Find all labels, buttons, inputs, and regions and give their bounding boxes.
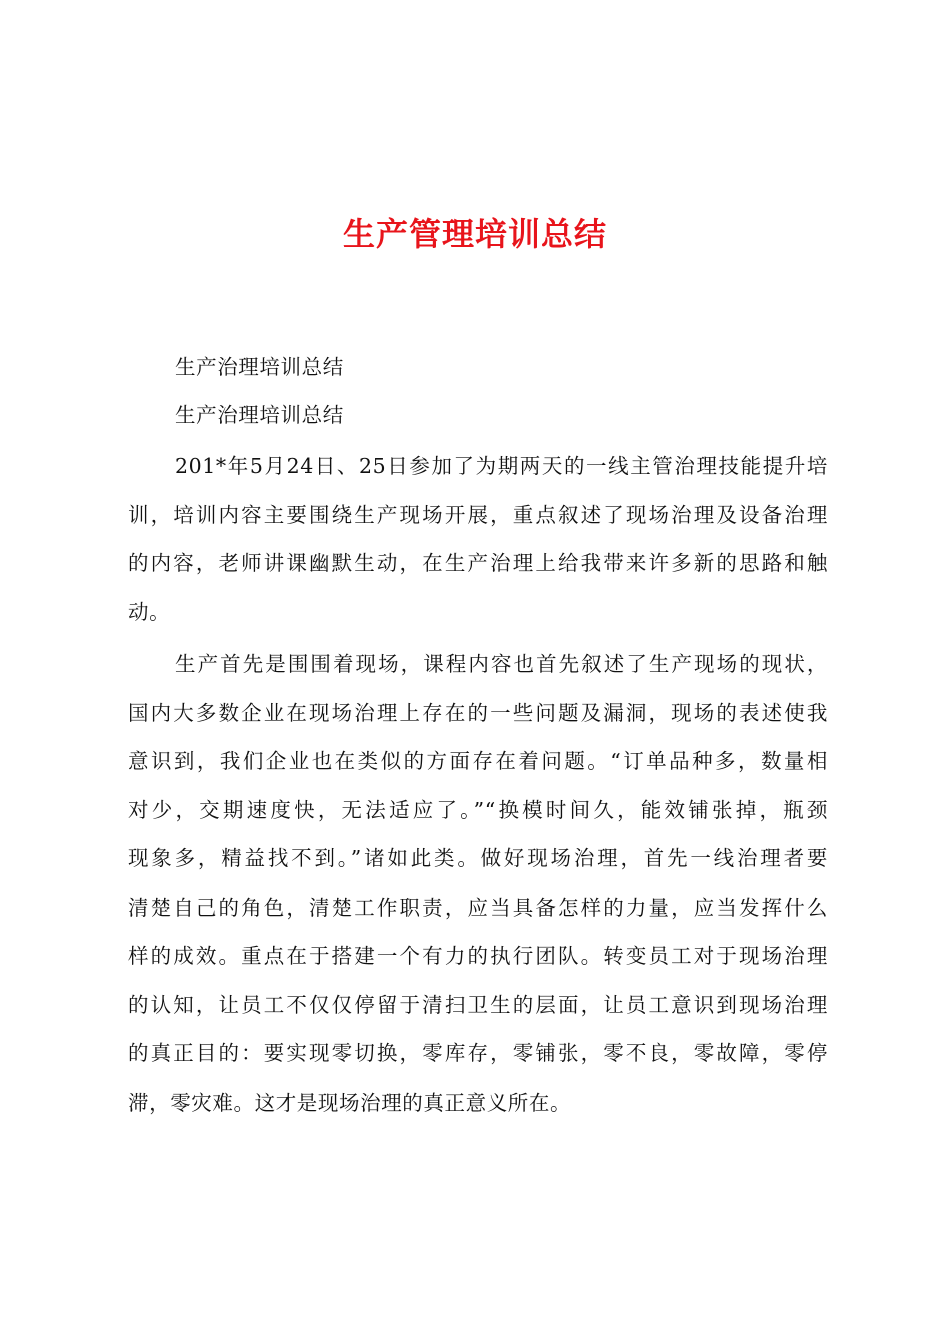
paragraph-2-line-9: 的真正目的：要实现零切换，零库存，零铺张，零不良，零故障，零停 [128, 1041, 828, 1065]
paragraph-2-line-10: 滞，零灾难。这才是现场治理的真正意义所在。 [128, 1091, 572, 1115]
paragraph-1-line-2: 训，培训内容主要围绕生产现场开展，重点叙述了现场治理及设备治理 [128, 503, 828, 527]
document-title: 生产管理培训总结 [342, 215, 607, 253]
paragraph-2-line-2: 国内大多数企业在现场治理上存在的一些问题及漏洞，现场的表述使我 [128, 701, 828, 725]
paragraph-1-line-3: 的内容，老师讲课幽默生动，在生产治理上给我带来许多新的思路和触 [128, 551, 828, 575]
paragraph-1-line-1: 201*年5月24日、25日参加了为期两天的一线主管治理技能提升培 [175, 454, 828, 478]
paragraph-2-line-7: 样的成效。重点在于搭建一个有力的执行团队。转变员工对于现场治理 [128, 944, 828, 968]
paragraph-2-line-6: 清楚自己的角色，清楚工作职责，应当具备怎样的力量，应当发挥什么 [128, 896, 828, 920]
paragraph-1-line-4: 动。 [128, 600, 171, 624]
paragraph-2-line-4: 对少，交期速度快，无法适应了。”“换模时间久，能效铺张掉，瓶颈 [128, 798, 828, 822]
subtitle-line-1: 生产治理培训总结 [175, 355, 344, 379]
paragraph-2-line-1: 生产首先是围围着现场，课程内容也首先叙述了生产现场的现状， [175, 652, 828, 676]
paragraph-2-line-5: 现象多，精益找不到。”诸如此类。做好现场治理，首先一线治理者要 [128, 846, 828, 870]
paragraph-2-line-3: 意识到，我们企业也在类似的方面存在着问题。“订单品种多，数量相 [128, 749, 828, 773]
paragraph-2-line-8: 的认知，让员工不仅仅停留于清扫卫生的层面，让员工意识到现场治理 [128, 993, 828, 1017]
subtitle-line-2: 生产治理培训总结 [175, 403, 344, 427]
